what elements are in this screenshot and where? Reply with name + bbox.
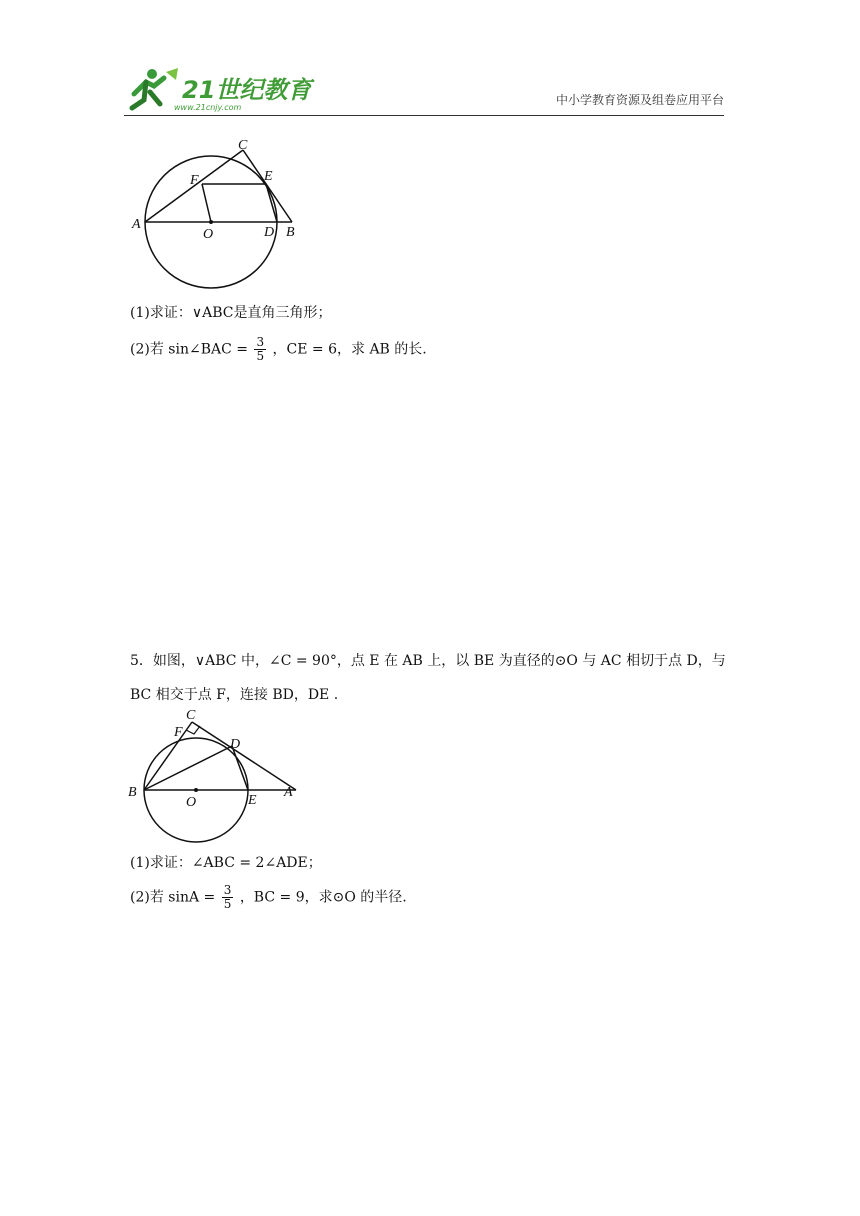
fraction-denominator: 5: [256, 349, 265, 363]
q4-part1: (1)求证：∨ABC是直角三角形；: [130, 305, 332, 321]
logo-url: www.21cnjy.com: [174, 103, 242, 112]
q5-part1: (1)求证：∠ABC = 2∠ADE；: [130, 855, 322, 871]
figure-q5: [124, 704, 304, 848]
q5-part2-suffix: ，BC = 9，求⊙O 的半径.: [239, 889, 407, 906]
label-f: F: [174, 725, 183, 740]
segment-bc: [144, 722, 192, 790]
label-b: B: [286, 225, 295, 240]
q5-line1: 5．如图，∨ABC 中，∠C = 90°，点 E 在 AB 上，以 BE 为直径的⊙O 与 AC 相切于点 D，与: [130, 653, 726, 669]
header-platform-text: 中小学教育资源及组卷应用平台: [555, 93, 724, 107]
label-c: C: [186, 708, 196, 723]
label-d: D: [264, 225, 275, 240]
runner-icon: [132, 68, 178, 108]
page-header: [124, 64, 724, 116]
segment-fo: [202, 184, 211, 222]
fraction-numerator: 3: [256, 335, 265, 349]
label-a: A: [132, 217, 141, 232]
header-rule: [124, 115, 724, 116]
fraction-numerator: 3: [223, 883, 232, 897]
q5-line2: BC 相交于点 F，连接 BD，DE .: [130, 687, 339, 703]
point-o: [194, 788, 198, 792]
q5-part2: [130, 884, 407, 911]
logo: [124, 64, 312, 114]
segment-bd: [144, 746, 232, 790]
logo-text: 21世纪教育: [182, 76, 312, 104]
q4-part2-prefix: (2)若 sin∠BAC =: [130, 341, 248, 358]
q4-part2: [130, 336, 427, 363]
segment-ed: [266, 184, 277, 222]
q5-part2-prefix: (2)若 sinA =: [130, 889, 216, 906]
fraction: [254, 336, 266, 363]
label-d: D: [230, 737, 241, 752]
label-o: O: [203, 227, 214, 242]
label-o: O: [186, 795, 197, 810]
point-o: [209, 220, 213, 224]
fraction-denominator: 5: [223, 897, 232, 911]
label-a: A: [284, 785, 293, 800]
figure-q4: [130, 132, 310, 292]
label-e: E: [248, 793, 257, 808]
q4-part2-suffix: ，CE = 6，求 AB 的长.: [272, 341, 427, 358]
label-f: F: [190, 173, 199, 188]
fraction: [222, 884, 234, 911]
label-e: E: [264, 169, 273, 184]
label-c: C: [238, 138, 248, 153]
label-b: B: [128, 785, 137, 800]
segment-cb: [243, 150, 292, 222]
